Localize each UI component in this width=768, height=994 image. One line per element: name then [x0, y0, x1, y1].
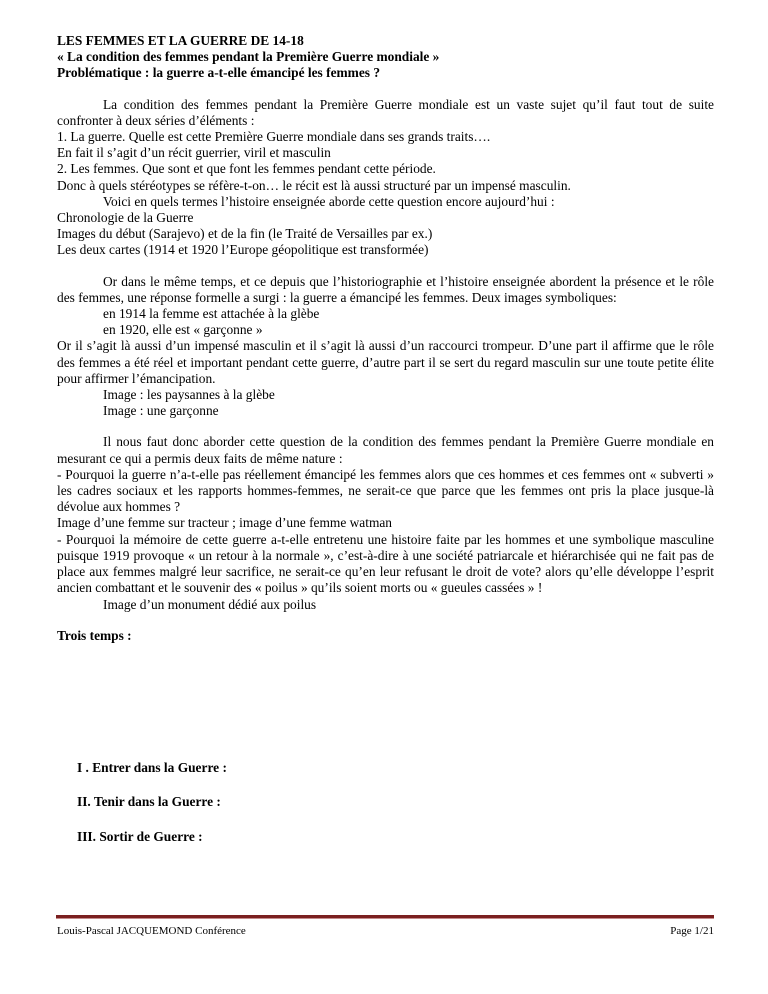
intro-line-7: Images du début (Sarajevo) et de la fin (le Traité de Versailles par ex.) [57, 226, 433, 242]
intro-line-1: 1. La guerre. Quelle est cette Première Guerre mondiale dans ses grands traits…. [57, 129, 491, 145]
intro-paragraph: La condition des femmes pendant la Première Guerre mondiale est un vaste sujet qu’il faut tout de suite confronter à deux séries d’éléments : [57, 96, 714, 128]
spacer [57, 82, 714, 97]
footer-divider [56, 915, 714, 919]
document-subtitle: « La condition des femmes pendant la Première Guerre mondiale » [57, 49, 440, 65]
para2-paragraph-1: Or dans le même temps, et ce depuis que l’historiographie et l’histoire enseignée abordent la présence et le rôle des femmes, une réponse formelle a surgi : la guerre a émancipé les femmes. Deux images symboliques: [57, 273, 714, 305]
para2-item-3: Image : les paysannes à la glèbe [103, 387, 275, 403]
spacer [57, 259, 714, 274]
section-3-heading: III. Sortir de Guerre : [77, 829, 203, 844]
document-body [57, 33, 714, 644]
intro-line-4: Donc à quels stéréotypes se réfère-t-on… le récit est là aussi structuré par un impensé masculin. [57, 177, 571, 193]
para2-item-2: en 1920, elle est « garçonne » [103, 322, 263, 338]
section-2-heading: II. Tenir dans la Guerre : [77, 794, 221, 809]
spacer [57, 419, 714, 434]
para3-paragraph-4: - Pourquoi la mémoire de cette guerre a-t-elle entretenu une histoire faite par les hommes et une symbolique masculine puisque 1919 provoque « un retour à la normale », c’est-à-dire à une société patriarcale et hiérarchisée qui ne fait pas de place aux femmes malgré leur sacrifice, ne serait-ce qu’en leur refusant le droit de vote? alors qu’elle développe l’esprit ancien combattant et le souvenir des « poilus » qu’ils soient morts ou « gueules cassées » ! [57, 531, 714, 596]
spacer [57, 613, 714, 628]
intro-line-5: Voici en quels termes l’histoire enseignée aborde cette question encore aujourd’hui : [103, 193, 555, 209]
document-title: LES FEMMES ET LA GUERRE DE 14-18 [57, 33, 304, 48]
intro-line-3: 2. Les femmes. Que sont et que font les femmes pendant cette période. [57, 161, 436, 177]
para2-item-1: en 1914 la femme est attachée à la glèbe [103, 306, 320, 322]
para3-paragraph-2: - Pourquoi la guerre n’a-t-elle pas réellement émancipé les femmes alors que ces hommes et ces femmes ont « subverti » les cadres sociaux et les rapports hommes-femmes, ne serait-ce que parce que les femmes ont pris la place jusque-là dévolue aux hommes ? [57, 466, 714, 515]
para3-line-5: Image d’un monument dédié aux poilus [103, 596, 317, 612]
section-1-heading: I . Entrer dans la Guerre : [77, 760, 227, 775]
para3-paragraph-1: Il nous faut donc aborder cette question de la condition des femmes pendant la Première Guerre mondiale en mesurant ce qui a permis deux faits de même nature : [57, 434, 714, 466]
problematic-line: Problématique : la guerre a-t-elle émancipé les femmes ? [57, 65, 381, 81]
plan-heading: Trois temps : [57, 627, 132, 643]
para2-paragraph-2: Or il s’agit là aussi d’un impensé masculin et il s’agit là aussi d’un raccourci trompeur. D’une part il affirme que le rôle des femmes a été réel et important pendant cette guerre, d’autre part il se sert du regard masculin sur une toute petite élite pour affirmer l’émancipation. [57, 338, 714, 386]
para2-item-4: Image : une garçonne [103, 403, 219, 419]
footer-page-number: Page 1/21 [670, 925, 714, 937]
footer-author: Louis-Pascal JACQUEMOND Conférence [57, 925, 246, 937]
intro-line-8: Les deux cartes (1914 et 1920 l’Europe géopolitique est transformée) [57, 242, 429, 258]
intro-line-6: Chronologie de la Guerre [57, 210, 194, 226]
para3-line-3: Image d’une femme sur tracteur ; image d’une femme watman [57, 515, 392, 531]
intro-line-2: En fait il s’agit d’un récit guerrier, viril et masculin [57, 145, 331, 161]
